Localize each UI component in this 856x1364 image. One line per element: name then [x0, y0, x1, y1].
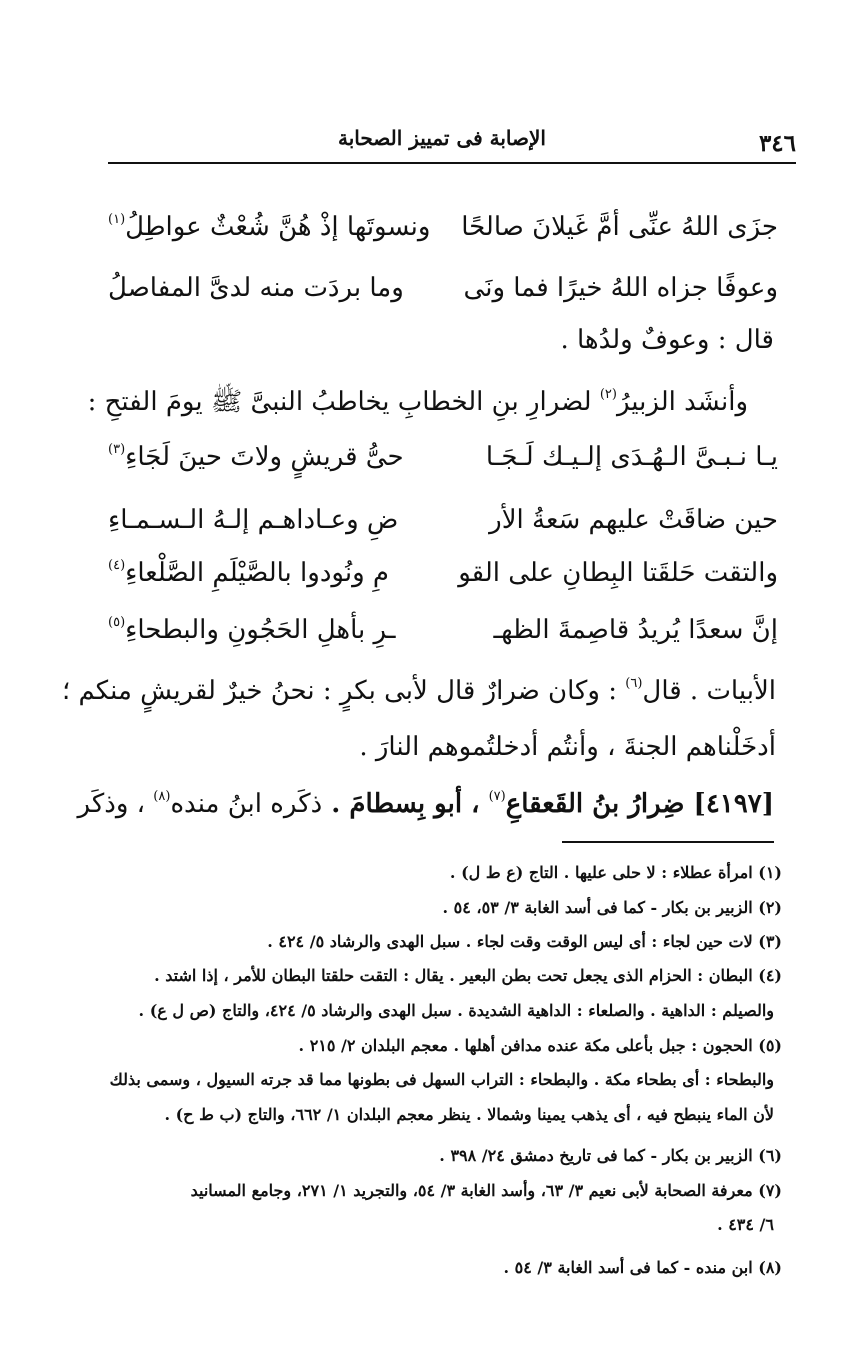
entry-kunya: ، أبو بِسطامَ . [322, 789, 489, 819]
footnote-ref: (٣) [108, 442, 126, 457]
text-run: : وكان ضرارٌ قال لأبى بكرٍ : نحنُ خيرٌ لقريشٍ منكم ؛ [61, 676, 626, 706]
verse-text: ونسوتَها إذْ هُنَّ شُعْثٌ عواطِلُ [125, 212, 431, 242]
page-header [108, 126, 796, 160]
footnote-continuation: لأن الماء ينبطح فيه ، أى يذهب يمينا وشمالا . ينظر معجم البلدان ١/ ٦٦٢، والتاج (ب ط ح) . [164, 1105, 774, 1124]
footnote: (١) امرأة عطلاء : لا حلى عليها . التاج (ع ط ل) . [449, 863, 782, 882]
footnote-ref: (٨) [153, 789, 171, 804]
footnote-ref: (٦) [625, 676, 643, 691]
poem-verse [108, 553, 778, 593]
footnote: (٧) معرفة الصحابة لأبى نعيم ٣/ ٦٣، وأسد الغابة ٣/ ٥٤، والتجريد ١/ ٢٧١، وجامع المسانيد [190, 1181, 782, 1200]
paragraph-line: قال : وعوفٌ ولدُها . [560, 325, 774, 355]
paragraph-line [62, 674, 776, 708]
poem-verse [108, 268, 778, 308]
verse-text: ـرِ بأهلِ الحَجُونِ والبطحاءِ [125, 615, 396, 645]
footnote-ref: (٤) [108, 558, 126, 573]
poem-verse [108, 610, 778, 650]
footnote: (٨) ابن منده - كما فى أسد الغابة ٣/ ٥٤ . [503, 1258, 782, 1277]
footnote: (٦) الزبير بن بكار - كما فى تاريخ دمشق ٢٤/ ٣٩٨ . [439, 1146, 782, 1165]
footnote-continuation: والبطحاء : أى بطحاء مكة . والبطحاء : التراب السهل فى بطونها مما قد جرته السيول ، وسمى بذلك [109, 1070, 774, 1089]
verse-text: مِ ونُودوا بالصَّيْلَمِ الصَّلْعاءِ [125, 558, 389, 588]
poem-verse [108, 500, 778, 540]
page-number: ٣٤٦ [758, 129, 796, 157]
entry-heading: [٤١٩٧] ضِرارُ بنُ القَعقاعِ [505, 789, 774, 819]
footnote-separator [562, 841, 774, 843]
verse-second-hemistich [108, 207, 430, 247]
paragraph-line: أدخَلْناهم الجنةَ ، وأنتُم أدخلتُموهم النارَ . [359, 732, 776, 762]
verse-text: حىُّ قريشٍ ولاتَ حينَ لَجَاءِ [125, 442, 404, 472]
verse-first-hemistich: جزَى اللهُ عنِّى أمَّ غَيلانَ صالحًا [461, 212, 778, 242]
verse-first-hemistich: يـا نـبـىَّ الـهُـدَى إلـيـك لَـجَـا [485, 442, 778, 472]
verse-first-hemistich: والتقت حَلقَتا البِطانِ على القو [458, 558, 778, 588]
footnote-continuation: والصيلم : الداهية . والصلعاء : الداهية الشديدة . سبل الهدى والرشاد ٥/ ٤٢٤، والتاج (ص ل ع) . [138, 1001, 774, 1020]
verse-first-hemistich: إنَّ سعدًا يُريدُ قاصِمةَ الظهـ [493, 615, 778, 645]
poem-verse [108, 207, 778, 247]
entry-line [78, 787, 774, 821]
text-run: ، وذكَر [77, 789, 154, 819]
text-run: لضرارِ بنِ الخطابِ يخاطبُ النبىَّ ﷺ يومَ الفتحِ : [87, 387, 600, 417]
footnote-ref: (٢) [599, 387, 617, 402]
text-run: الأبيات . قال [642, 676, 776, 706]
footnote-continuation: ٦/ ٤٣٤ . [717, 1215, 774, 1234]
footnote: (٤) البطان : الحزام الذى يجعل تحت بطن البعير . يقال : التقت حلقتا البطان للأمر ، إذا اشتد . [154, 966, 782, 985]
footnote-ref: (٥) [108, 615, 126, 630]
verse-second-hemistich [108, 553, 389, 593]
footnote: (٥) الحجون : جبل بأعلى مكة عنده مدافن أهلها . معجم البلدان ٢/ ٢١٥ . [298, 1036, 782, 1055]
verse-second-hemistich: وما بردَت منه لدىَّ المفاصلُ [108, 273, 404, 303]
verse-first-hemistich: حين ضاقَتْ عليهم سَعةُ الأر [489, 505, 778, 535]
verse-first-hemistich: وعوفًا جزاه اللهُ خيرًا فما ونَى [463, 273, 778, 303]
verse-second-hemistich: ضِ وعـاداهـم إلـهُ الـسـمـاءِ [108, 505, 399, 535]
text-run: ذكَره ابنُ منده [170, 789, 323, 819]
running-title: الإصابة فى تمييز الصحابة [338, 126, 546, 150]
verse-second-hemistich [108, 437, 404, 477]
poem-verse [108, 437, 778, 477]
paragraph-line [88, 385, 748, 419]
footnote: (٣) لات حين لجاء : أى ليس الوقت وقت لجاء . سبل الهدى والرشاد ٥/ ٤٢٤ . [267, 932, 782, 951]
footnote-ref: (٧) [488, 789, 506, 804]
verse-second-hemistich [108, 610, 396, 650]
footnote-ref: (١) [108, 212, 126, 227]
header-rule [108, 162, 796, 164]
footnote: (٢) الزبير بن بكار - كما فى أسد الغابة ٣/ ٥٣، ٥٤ . [442, 898, 782, 917]
text-run: وأنشَد الزبيرُ [616, 387, 748, 417]
